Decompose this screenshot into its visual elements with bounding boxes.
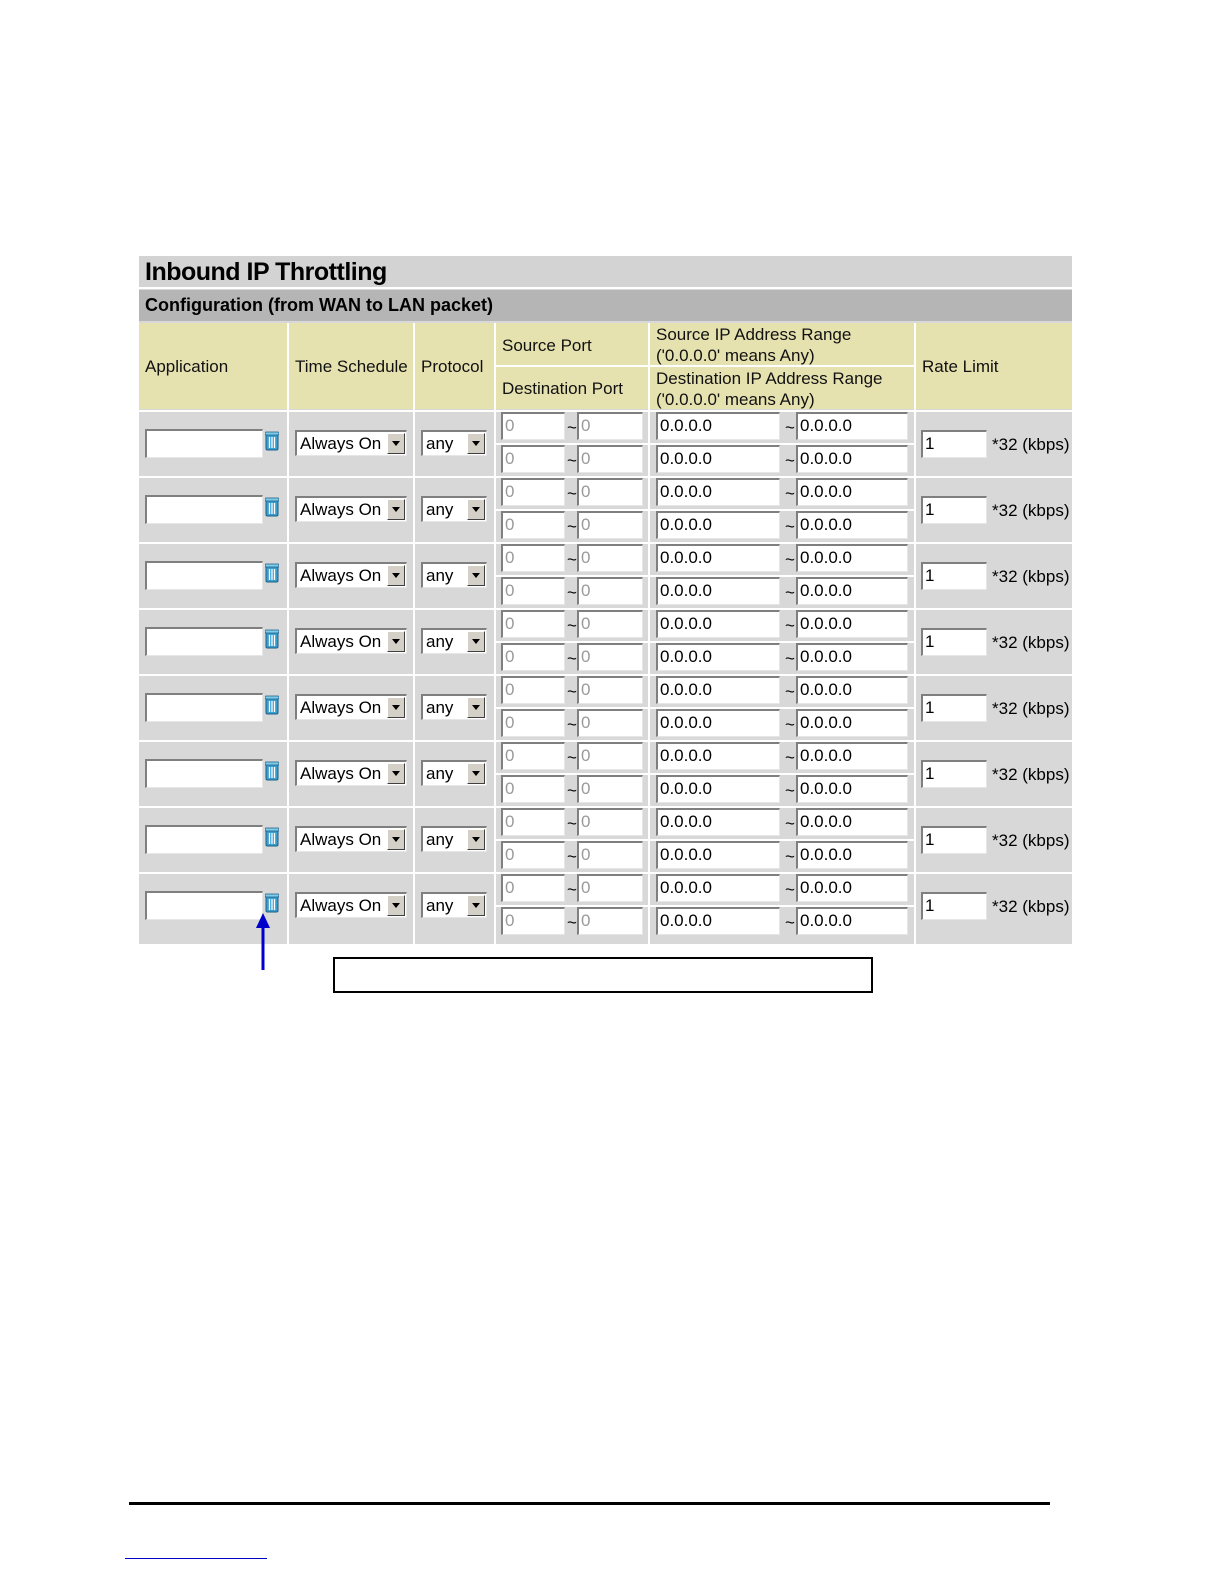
column-divider: [287, 323, 289, 944]
source-port-to-input[interactable]: 0: [577, 478, 643, 506]
source-ip-from-input[interactable]: 0.0.0.0: [656, 874, 780, 902]
protocol-value: any: [426, 632, 454, 651]
destination-ip-from-input[interactable]: 0.0.0.0: [656, 445, 780, 473]
range-tilde: ~: [785, 847, 795, 866]
destination-port-to-input[interactable]: 0: [577, 445, 643, 473]
source-ip-to-input[interactable]: 0.0.0.0: [796, 412, 908, 440]
rate-limit-unit: *32 (kbps): [992, 633, 1070, 652]
subrow-divider: [496, 905, 914, 907]
rate-limit-unit: *32 (kbps): [992, 435, 1070, 454]
column-divider: [494, 323, 496, 944]
column-divider: [914, 323, 916, 944]
header-protocol-label: Protocol: [421, 357, 484, 376]
time-schedule-select[interactable]: [295, 760, 407, 786]
destination-ip-from-input[interactable]: 0.0.0.0: [656, 907, 780, 935]
title-bar: [139, 256, 1072, 289]
application-input[interactable]: [145, 495, 263, 524]
subrow-divider: [496, 773, 914, 775]
time-schedule-select[interactable]: [295, 694, 407, 720]
header-protocol: [415, 323, 494, 409]
source-ip-to-input[interactable]: 0.0.0.0: [796, 808, 908, 836]
subrow-divider: [496, 839, 914, 841]
destination-ip-to-input[interactable]: 0.0.0.0: [796, 775, 908, 803]
header-destination-ip-range-label: Destination IP Address Range: [656, 369, 883, 388]
destination-port-to-input[interactable]: 0: [577, 577, 643, 605]
inbound-ip-throttling-panel: [139, 256, 1072, 944]
source-ip-to-input[interactable]: 0.0.0.0: [796, 478, 908, 506]
footer-rule: [129, 1502, 1050, 1505]
chevron-down-icon[interactable]: [467, 895, 485, 916]
source-ip-from-input[interactable]: 0.0.0.0: [656, 478, 780, 506]
delete-trash-icon[interactable]: [265, 497, 279, 517]
rate-limit-input[interactable]: 1: [921, 562, 987, 590]
source-port-to-input[interactable]: 0: [577, 808, 643, 836]
range-tilde: ~: [785, 550, 795, 569]
source-port-to-input[interactable]: 0: [577, 676, 643, 704]
chevron-down-icon[interactable]: [387, 763, 405, 784]
range-tilde: ~: [567, 847, 577, 866]
row-divider: [139, 542, 1072, 544]
source-ip-to-input[interactable]: 0.0.0.0: [796, 676, 908, 704]
header-time-schedule: [289, 323, 413, 409]
header-row-divider: [496, 365, 914, 367]
destination-port-from-input[interactable]: 0: [501, 907, 565, 935]
header-source-port: [496, 323, 648, 365]
source-port-to-input[interactable]: 0: [577, 610, 643, 638]
chevron-down-icon[interactable]: [467, 697, 485, 718]
row-divider: [139, 740, 1072, 742]
range-tilde: ~: [785, 649, 795, 668]
destination-ip-from-input[interactable]: 0.0.0.0: [656, 643, 780, 671]
range-tilde: ~: [785, 451, 795, 470]
source-ip-to-input[interactable]: 0.0.0.0: [796, 742, 908, 770]
rate-limit-input[interactable]: 1: [921, 694, 987, 722]
header-source-ip-range-label: Source IP Address Range: [656, 325, 852, 344]
time-schedule-value: Always On: [300, 632, 382, 651]
range-tilde: ~: [785, 682, 795, 701]
destination-port-to-input[interactable]: 0: [577, 643, 643, 671]
range-tilde: ~: [567, 748, 577, 767]
source-ip-to-input[interactable]: 0.0.0.0: [796, 874, 908, 902]
protocol-select[interactable]: [421, 892, 487, 918]
time-schedule-value: Always On: [300, 896, 382, 915]
source-port-from-input[interactable]: 0: [501, 544, 565, 572]
row-divider: [139, 806, 1072, 808]
delete-trash-icon[interactable]: [265, 827, 279, 847]
protocol-value: any: [426, 500, 454, 519]
rate-limit-input[interactable]: 1: [921, 826, 987, 854]
source-port-from-input[interactable]: 0: [501, 742, 565, 770]
subrow-divider: [496, 707, 914, 709]
source-port-to-input[interactable]: 0: [577, 544, 643, 572]
source-ip-from-input[interactable]: 0.0.0.0: [656, 544, 780, 572]
time-schedule-select[interactable]: [295, 496, 407, 522]
range-tilde: ~: [567, 583, 577, 602]
protocol-value: any: [426, 764, 454, 783]
protocol-value: any: [426, 698, 454, 717]
time-schedule-value: Always On: [300, 566, 382, 585]
destination-ip-to-input[interactable]: 0.0.0.0: [796, 907, 908, 935]
row-divider: [139, 410, 1072, 412]
row-divider: [139, 872, 1072, 874]
destination-ip-to-input[interactable]: 0.0.0.0: [796, 511, 908, 539]
destination-port-from-input[interactable]: 0: [501, 841, 565, 869]
chevron-down-icon[interactable]: [387, 895, 405, 916]
destination-ip-to-input[interactable]: 0.0.0.0: [796, 709, 908, 737]
rate-limit-input[interactable]: 1: [921, 496, 987, 524]
chevron-down-icon[interactable]: [467, 631, 485, 652]
application-input[interactable]: [145, 891, 263, 920]
destination-ip-from-input[interactable]: 0.0.0.0: [656, 775, 780, 803]
application-input[interactable]: [145, 693, 263, 722]
protocol-select[interactable]: [421, 430, 487, 456]
protocol-select[interactable]: [421, 694, 487, 720]
time-schedule-select[interactable]: [295, 826, 407, 852]
range-tilde: ~: [567, 880, 577, 899]
protocol-select[interactable]: [421, 562, 487, 588]
application-input[interactable]: [145, 561, 263, 590]
chevron-down-icon[interactable]: [467, 763, 485, 784]
source-ip-to-input[interactable]: 0.0.0.0: [796, 544, 908, 572]
subtitle-bar: [139, 290, 1072, 321]
rate-limit-unit: *32 (kbps): [992, 897, 1070, 916]
source-ip-from-input[interactable]: 0.0.0.0: [656, 742, 780, 770]
range-tilde: ~: [567, 814, 577, 833]
range-tilde: ~: [785, 715, 795, 734]
destination-ip-from-input[interactable]: 0.0.0.0: [656, 511, 780, 539]
footer-link-underline: [125, 1558, 267, 1560]
protocol-value: any: [426, 566, 454, 585]
range-tilde: ~: [567, 649, 577, 668]
range-tilde: ~: [785, 748, 795, 767]
protocol-select[interactable]: [421, 826, 487, 852]
column-divider: [648, 323, 650, 944]
destination-port-from-input[interactable]: 0: [501, 445, 565, 473]
destination-port-from-input[interactable]: 0: [501, 709, 565, 737]
rate-limit-input[interactable]: 1: [921, 430, 987, 458]
range-tilde: ~: [567, 715, 577, 734]
subrow-divider: [496, 575, 914, 577]
destination-port-to-input[interactable]: 0: [577, 907, 643, 935]
range-tilde: ~: [567, 418, 577, 437]
source-port-to-input[interactable]: 0: [577, 412, 643, 440]
row-divider: [139, 476, 1072, 478]
source-ip-from-input[interactable]: 0.0.0.0: [656, 610, 780, 638]
subrow-divider: [496, 509, 914, 511]
header-source-port-label: Source Port: [502, 336, 592, 355]
chevron-down-icon[interactable]: [387, 565, 405, 586]
source-port-from-input[interactable]: 0: [501, 610, 565, 638]
source-ip-to-input[interactable]: 0.0.0.0: [796, 610, 908, 638]
destination-port-from-input[interactable]: 0: [501, 775, 565, 803]
range-tilde: ~: [567, 913, 577, 932]
range-tilde: ~: [567, 451, 577, 470]
source-ip-from-input[interactable]: 0.0.0.0: [656, 808, 780, 836]
chevron-down-icon[interactable]: [467, 829, 485, 850]
delete-trash-icon[interactable]: [265, 761, 279, 781]
destination-ip-to-input[interactable]: 0.0.0.0: [796, 643, 908, 671]
time-schedule-value: Always On: [300, 830, 382, 849]
source-ip-from-input[interactable]: 0.0.0.0: [656, 412, 780, 440]
delete-trash-icon[interactable]: [265, 629, 279, 649]
rate-limit-unit: *32 (kbps): [992, 765, 1070, 784]
chevron-down-icon[interactable]: [387, 697, 405, 718]
range-tilde: ~: [785, 913, 795, 932]
protocol-value: any: [426, 434, 454, 453]
range-tilde: ~: [567, 484, 577, 503]
row-divider: [139, 674, 1072, 676]
time-schedule-select[interactable]: [295, 430, 407, 456]
range-tilde: ~: [785, 880, 795, 899]
column-divider: [413, 323, 415, 944]
protocol-select[interactable]: [421, 760, 487, 786]
header-rate-limit-label: Rate Limit: [922, 357, 999, 376]
chevron-down-icon[interactable]: [467, 565, 485, 586]
row-divider: [139, 608, 1072, 610]
range-tilde: ~: [567, 682, 577, 701]
rate-limit-input[interactable]: 1: [921, 760, 987, 788]
header-application: [139, 323, 287, 409]
destination-port-to-input[interactable]: 0: [577, 775, 643, 803]
range-tilde: ~: [785, 583, 795, 602]
source-port-from-input[interactable]: 0: [501, 676, 565, 704]
chevron-down-icon[interactable]: [387, 499, 405, 520]
time-schedule-select[interactable]: [295, 562, 407, 588]
protocol-select[interactable]: [421, 496, 487, 522]
application-input[interactable]: [145, 627, 263, 656]
chevron-down-icon[interactable]: [467, 433, 485, 454]
destination-ip-from-input[interactable]: 0.0.0.0: [656, 577, 780, 605]
header-application-label: Application: [145, 357, 229, 376]
destination-port-from-input[interactable]: 0: [501, 511, 565, 539]
header-destination-port-label: Destination Port: [502, 379, 623, 398]
time-schedule-select[interactable]: [295, 892, 407, 918]
header-destination-port: [496, 367, 648, 409]
delete-trash-icon[interactable]: [265, 563, 279, 583]
range-tilde: ~: [785, 484, 795, 503]
rate-limit-unit: *32 (kbps): [992, 501, 1070, 520]
range-tilde: ~: [785, 616, 795, 635]
rate-limit-unit: *32 (kbps): [992, 831, 1070, 850]
protocol-value: any: [426, 830, 454, 849]
range-tilde: ~: [567, 550, 577, 569]
range-tilde: ~: [785, 781, 795, 800]
header-rate-limit: [916, 323, 1072, 409]
source-port-from-input[interactable]: 0: [501, 412, 565, 440]
range-tilde: ~: [785, 517, 795, 536]
chevron-down-icon[interactable]: [387, 433, 405, 454]
rate-limit-input[interactable]: 1: [921, 628, 987, 656]
subrow-divider: [496, 641, 914, 643]
range-tilde: ~: [785, 814, 795, 833]
time-schedule-value: Always On: [300, 434, 382, 453]
time-schedule-value: Always On: [300, 698, 382, 717]
protocol-value: any: [426, 896, 454, 915]
source-port-from-input[interactable]: 0: [501, 808, 565, 836]
application-input[interactable]: [145, 759, 263, 788]
time-schedule-select[interactable]: [295, 628, 407, 654]
destination-port-to-input[interactable]: 0: [577, 841, 643, 869]
rate-limit-unit: *32 (kbps): [992, 567, 1070, 586]
caption-box: [333, 957, 873, 993]
header-source-ip-note: ('0.0.0.0' means Any): [656, 346, 815, 365]
destination-ip-from-input[interactable]: 0.0.0.0: [656, 709, 780, 737]
rate-limit-unit: *32 (kbps): [992, 699, 1070, 718]
chevron-down-icon[interactable]: [467, 499, 485, 520]
subrow-divider: [496, 443, 914, 445]
delete-trash-icon[interactable]: [265, 893, 279, 913]
section-subtitle: Configuration (from WAN to LAN packet): [145, 295, 493, 315]
source-port-to-input[interactable]: 0: [577, 874, 643, 902]
source-port-from-input[interactable]: 0: [501, 478, 565, 506]
application-input[interactable]: [145, 429, 263, 458]
destination-port-from-input[interactable]: 0: [501, 643, 565, 671]
source-port-from-input[interactable]: 0: [501, 874, 565, 902]
time-schedule-value: Always On: [300, 500, 382, 519]
delete-trash-icon[interactable]: [265, 431, 279, 451]
destination-ip-to-input[interactable]: 0.0.0.0: [796, 841, 908, 869]
header-source-ip-range: [650, 323, 914, 365]
delete-trash-icon[interactable]: [265, 695, 279, 715]
header-time-schedule-label: Time Schedule: [295, 357, 408, 376]
application-input[interactable]: [145, 825, 263, 854]
range-tilde: ~: [785, 418, 795, 437]
destination-ip-to-input[interactable]: 0.0.0.0: [796, 445, 908, 473]
protocol-select[interactable]: [421, 628, 487, 654]
range-tilde: ~: [567, 517, 577, 536]
destination-port-to-input[interactable]: 0: [577, 709, 643, 737]
range-tilde: ~: [567, 616, 577, 635]
range-tilde: ~: [567, 781, 577, 800]
header-destination-ip-range: [650, 367, 914, 409]
chevron-down-icon[interactable]: [387, 829, 405, 850]
up-arrow-icon: [254, 912, 274, 972]
source-port-to-input[interactable]: 0: [577, 742, 643, 770]
destination-ip-from-input[interactable]: 0.0.0.0: [656, 841, 780, 869]
header-destination-ip-note: ('0.0.0.0' means Any): [656, 390, 815, 409]
destination-port-to-input[interactable]: 0: [577, 511, 643, 539]
rate-limit-input[interactable]: 1: [921, 892, 987, 920]
time-schedule-value: Always On: [300, 764, 382, 783]
destination-port-from-input[interactable]: 0: [501, 577, 565, 605]
destination-ip-to-input[interactable]: 0.0.0.0: [796, 577, 908, 605]
chevron-down-icon[interactable]: [387, 631, 405, 652]
page-title: Inbound IP Throttling: [145, 258, 387, 286]
source-ip-from-input[interactable]: 0.0.0.0: [656, 676, 780, 704]
